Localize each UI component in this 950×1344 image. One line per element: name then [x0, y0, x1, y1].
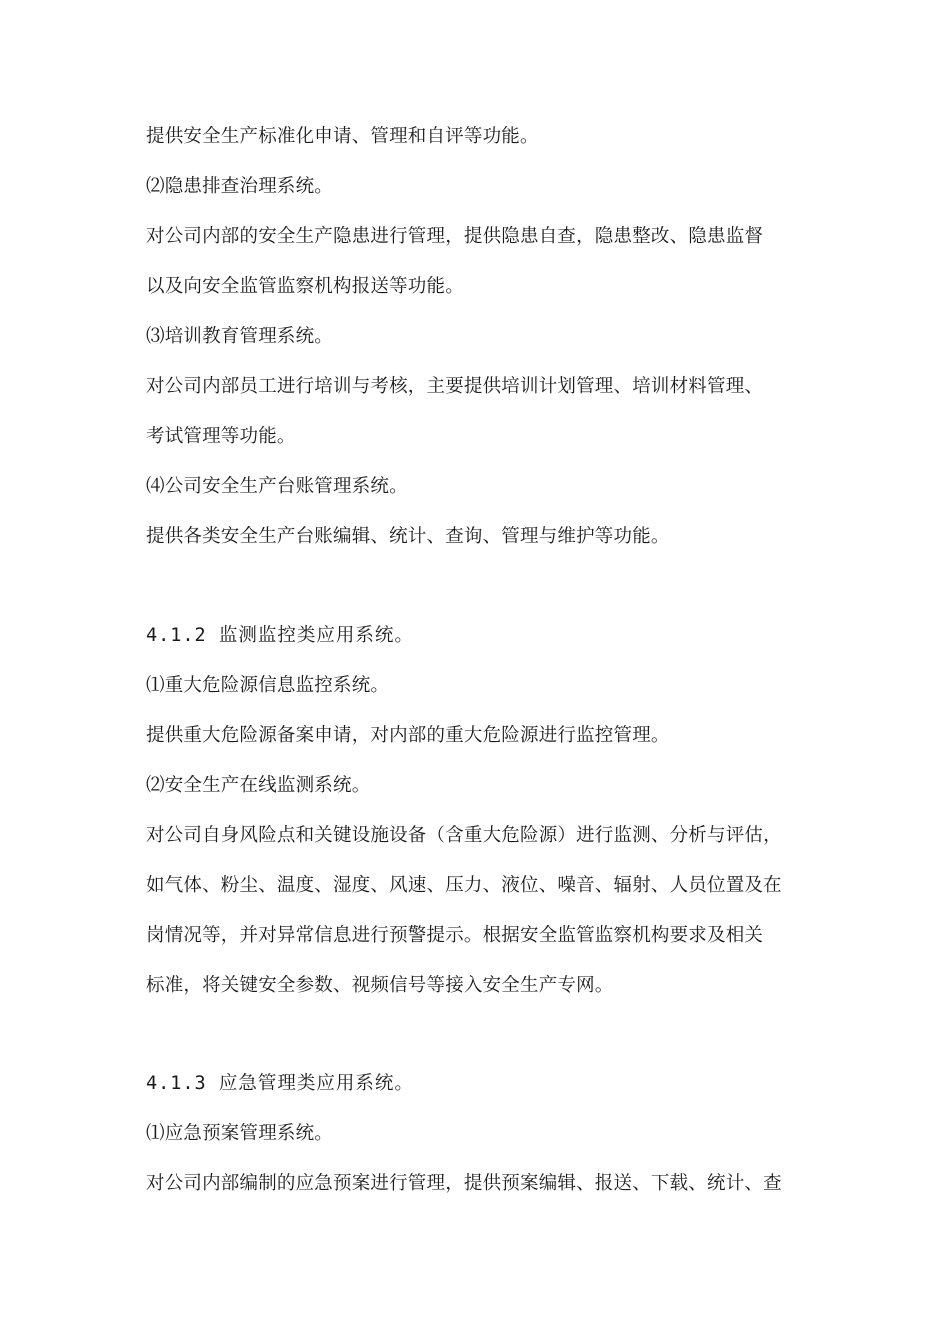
paragraph-line: 岗情况等，并对异常信息进行预警提示。根据安全监管监察机构要求及相关 [146, 925, 764, 946]
paragraph-line: 提供重大危险源备案申请，对内部的重大危险源进行监控管理。 [146, 725, 670, 746]
paragraph-line: 以及向安全监管监察机构报送等功能。 [146, 276, 464, 297]
paragraph-line: 提供各类安全生产台账编辑、统计、查询、管理与维护等功能。 [146, 526, 670, 547]
section-heading: 4.1.3 应急管理类应用系统。 [146, 1073, 414, 1094]
paragraph-line: 标准，将关键安全参数、视频信号等接入安全生产专网。 [146, 975, 614, 996]
paragraph-line: 提供安全生产标准化申请、管理和自评等功能。 [146, 126, 539, 147]
section-heading: 4.1.2 监测监控类应用系统。 [146, 625, 414, 646]
item-heading: ⑶培训教育管理系统。 [146, 326, 334, 347]
paragraph-line: 对公司自身风险点和关键设施设备（含重大危险源）进行监测、分析与评估， [146, 825, 782, 846]
paragraph-line: 对公司内部员工进行培训与考核，主要提供培训计划管理、培训材料管理、 [146, 376, 764, 397]
paragraph-line: 如气体、粉尘、温度、湿度、风速、压力、液位、噪音、辐射、人员位置及在 [146, 875, 782, 896]
item-heading: ⑴重大危险源信息监控系统。 [146, 675, 390, 696]
item-heading: ⑷公司安全生产台账管理系统。 [146, 476, 408, 497]
paragraph-line: 考试管理等功能。 [146, 426, 296, 447]
paragraph-line: 对公司内部编制的应急预案进行管理，提供预案编辑、报送、下载、统计、查 [146, 1173, 782, 1194]
item-heading: ⑵隐患排查治理系统。 [146, 176, 334, 197]
item-heading: ⑴应急预案管理系统。 [146, 1123, 334, 1144]
paragraph-line: 对公司内部的安全生产隐患进行管理，提供隐患自查，隐患整改、隐患监督 [146, 226, 764, 247]
item-heading: ⑵安全生产在线监测系统。 [146, 775, 371, 796]
